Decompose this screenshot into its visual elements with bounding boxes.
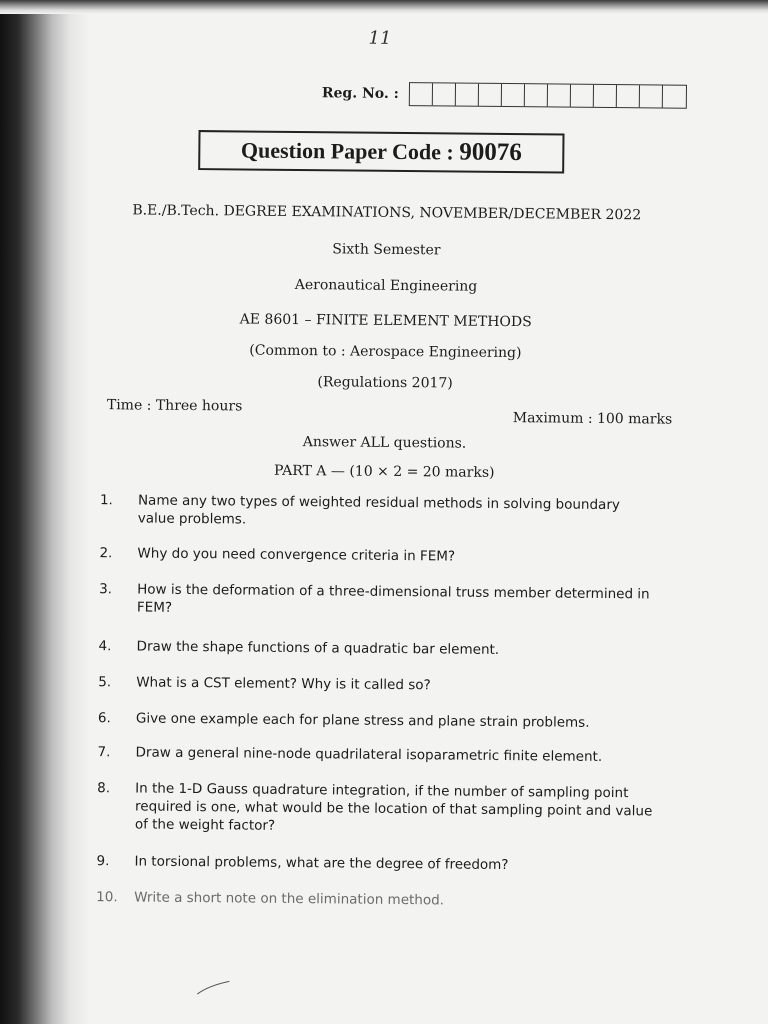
- question-text: What is a CST element? Why is it called so?: [136, 674, 431, 694]
- question-item: [96, 852, 656, 875]
- question-text: Write a short note on the elimination method.: [134, 889, 445, 909]
- reg-no-box: [548, 84, 571, 106]
- exam-duration: Time : Three hours: [106, 397, 243, 415]
- part-a-heading: PART A — (10 × 2 = 20 marks): [273, 462, 495, 481]
- question-text: Why do you need convergence criteria in FEM?: [137, 545, 456, 565]
- question-item: [98, 637, 658, 660]
- question-number: 9.: [96, 853, 110, 870]
- reg-no-boxes: [409, 82, 687, 109]
- instruction: Answer ALL questions.: [302, 434, 467, 452]
- question-number: 6.: [97, 710, 111, 727]
- maximum-marks: Maximum : 100 marks: [512, 410, 673, 428]
- reg-no-box: [525, 84, 548, 106]
- question-paper-code-box: [198, 130, 564, 174]
- question-number: 4.: [98, 638, 112, 655]
- pen-stroke-mark: [195, 978, 231, 996]
- question-number: 5.: [98, 674, 112, 691]
- question-text: How is the deformation of a three-dimensional truss member determined in FEM?: [136, 581, 650, 616]
- reg-no-box: [479, 84, 502, 106]
- common-to: (Common to : Aerospace Engineering): [249, 342, 522, 362]
- question-paper-code-number: 90076: [459, 138, 522, 167]
- reg-no-box: [456, 84, 479, 106]
- question-text: Give one example each for plane stress and plane strain problems.: [135, 710, 590, 731]
- question-item: [97, 743, 657, 766]
- question-item: [98, 709, 658, 732]
- reg-no-box: [663, 86, 686, 108]
- question-text: Draw the shape functions of a quadratic bar element.: [136, 638, 500, 658]
- question-item: [96, 888, 656, 911]
- regulations: (Regulations 2017): [317, 374, 453, 392]
- question-number: 2.: [99, 545, 113, 562]
- question-text: In the 1-D Gauss quadrature integration, if the number of sampling point required is one, what would be the location of that sampling point and value of the weight factor?: [134, 780, 653, 834]
- reg-no-box: [433, 83, 456, 105]
- question-text: Name any two types of weighted residual methods in solving boundary value problems.: [137, 492, 620, 528]
- question-number: 8.: [97, 780, 111, 797]
- question-item: [100, 491, 660, 532]
- question-item: [98, 673, 658, 696]
- question-item: [99, 580, 659, 621]
- question-number: 10.: [96, 889, 118, 906]
- reg-no-label: Reg. No. :: [321, 85, 399, 102]
- handwritten-mark: 11: [368, 27, 392, 49]
- question-text: In torsional problems, what are the degree of freedom?: [134, 853, 509, 874]
- question-text: Draw a general nine-node quadrilateral isoparametric finite element.: [135, 744, 603, 765]
- question-number: 7.: [97, 744, 111, 761]
- reg-no-box: [410, 83, 433, 105]
- department: Aeronautical Engineering: [294, 276, 478, 295]
- question-item: [99, 544, 659, 567]
- reg-no-box: [571, 85, 594, 107]
- course-title: AE 8601 – FINITE ELEMENT METHODS: [239, 311, 532, 331]
- question-number: 3.: [99, 581, 113, 598]
- exam-title: B.E./B.Tech. DEGREE EXAMINATIONS, NOVEMBER/DECEMBER 2022: [132, 202, 642, 224]
- question-item: [97, 779, 657, 838]
- semester: Sixth Semester: [332, 241, 441, 259]
- reg-no-box: [502, 84, 525, 106]
- question-number: 1.: [99, 492, 113, 509]
- reg-no-box: [617, 85, 640, 107]
- question-paper-code-label: Question Paper Code :: [240, 137, 454, 165]
- reg-no-box: [594, 85, 617, 107]
- reg-no-box: [640, 85, 663, 107]
- reg-no-field: [322, 81, 687, 109]
